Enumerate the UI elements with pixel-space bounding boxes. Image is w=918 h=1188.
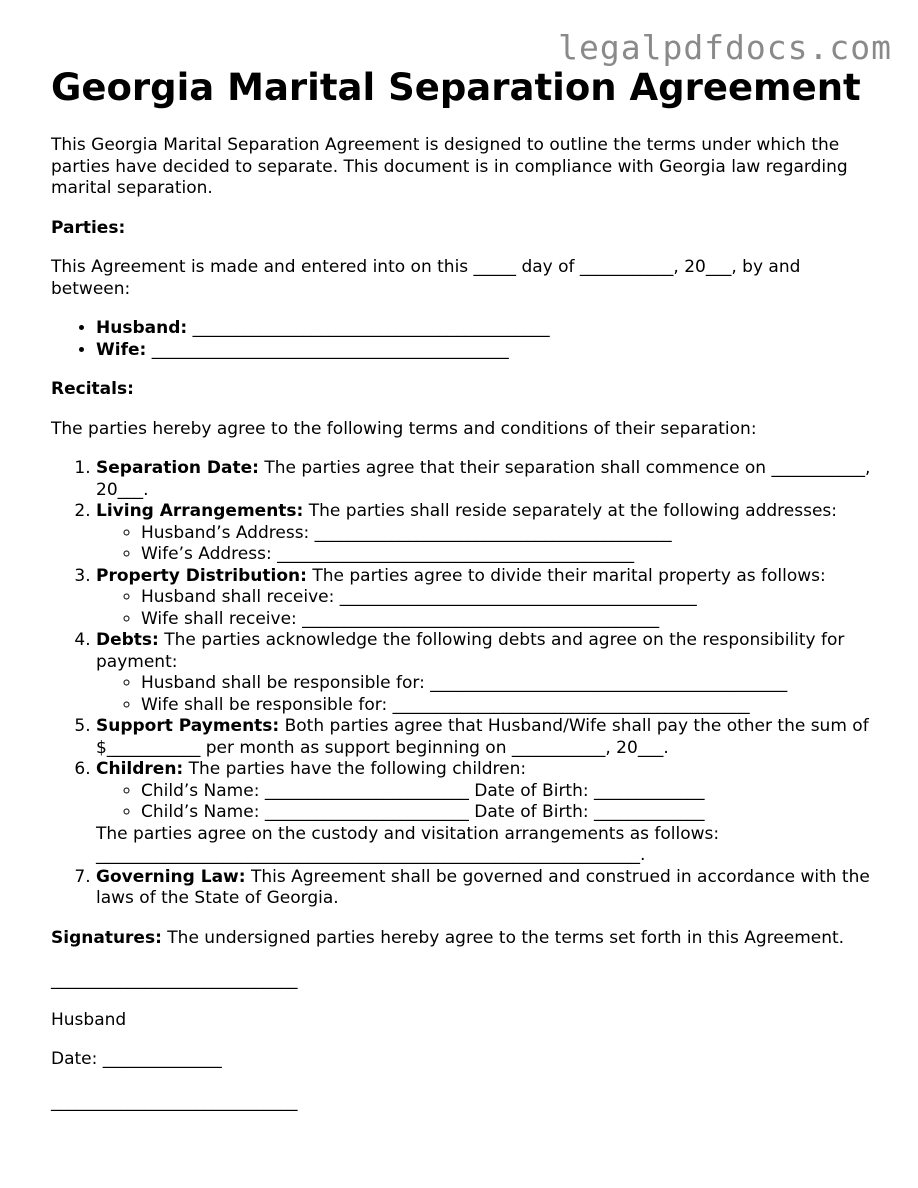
- intro-paragraph: This Georgia Marital Separation Agreement is designed to outline the terms under which the parties have decided to separate. This document is in compliance with Georgia law regarding marital separation.: [51, 135, 848, 198]
- wife-blank: __________________________________________: [146, 339, 509, 360]
- term-label: Support Payments:: [96, 716, 280, 736]
- term-governing-law: [96, 867, 881, 910]
- document-page: [51, 66, 881, 1131]
- term-label: Separation Date:: [96, 458, 259, 478]
- wife-receive-item: ◦ Wife shall receive: __________________________________________: [141, 609, 881, 631]
- husband-date-field: Date: ______________: [51, 1049, 222, 1069]
- wife-label: Wife:: [96, 339, 147, 360]
- term-debts: [96, 630, 881, 716]
- sub-list: [96, 587, 881, 630]
- term-text: The parties acknowledge the following debts and agree on the responsibility for payment:: [96, 630, 845, 672]
- husband-receive-item: ◦ Husband shall receive: __________________________________________: [141, 587, 881, 609]
- wife-item: [96, 340, 881, 362]
- watermark: legalpdfdocs.com: [558, 28, 892, 67]
- husband-signature-label: Husband: [51, 1009, 127, 1030]
- term-label: Debts:: [96, 630, 159, 650]
- sub-list: [96, 781, 881, 824]
- parties-heading: Parties:: [51, 217, 126, 238]
- terms-list: [51, 458, 881, 910]
- signatures-text: The undersigned parties hereby agree to the terms set forth in this Agreement.: [161, 927, 845, 948]
- term-text: This Agreement shall be governed and construed in accordance with the laws of the State of Georgia.: [96, 866, 870, 908]
- term-text: The parties agree to divide their marital property as follows:: [306, 565, 826, 586]
- husband-debt-item: ◦ Husband shall be responsible for: __________________________________________: [141, 673, 881, 695]
- custody-text: The parties agree on the custody and visitation arrangements as follows: ________________________________________________________________.: [96, 823, 720, 865]
- term-living-arrangements: [96, 501, 881, 566]
- term-children: [96, 759, 881, 867]
- term-property-distribution: [96, 566, 881, 631]
- term-label: Living Arrangements:: [96, 501, 304, 521]
- document-title: Georgia Marital Separation Agreement: [51, 66, 861, 109]
- wife-signature-line: _____________________________: [51, 1091, 298, 1112]
- husband-address-item: ◦ Husband’s Address: __________________________________________: [141, 523, 881, 545]
- term-label: Children:: [96, 759, 184, 779]
- wife-address-item: ◦ Wife’s Address: __________________________________________: [141, 544, 881, 566]
- husband-blank: __________________________________________: [187, 318, 550, 338]
- parties-list: [51, 318, 881, 361]
- term-label: Governing Law:: [96, 866, 246, 887]
- parties-text: This Agreement is made and entered into on this _____ day of ___________, 20___, by and between:: [51, 257, 801, 299]
- husband-signature-line: _____________________________: [51, 970, 298, 990]
- sub-list: [96, 673, 881, 716]
- term-text: The parties agree that their separation shall commence on ___________, 20___.: [96, 458, 871, 500]
- term-text: Both parties agree that Husband/Wife shall pay the other the sum of $___________ per month as support beginning on ___________, 20___.: [96, 716, 869, 758]
- child-item: ◦ Child’s Name: ________________________ Date of Birth: _____________: [141, 802, 881, 824]
- husband-label: Husband:: [96, 318, 188, 338]
- term-support-payments: [96, 716, 881, 759]
- sub-list: [96, 523, 881, 566]
- wife-debt-item: ◦ Wife shall be responsible for: __________________________________________: [141, 695, 881, 717]
- term-label: Property Distribution:: [96, 565, 307, 586]
- term-text: The parties have the following children:: [183, 759, 527, 779]
- child-item: ◦ Child’s Name: ________________________ Date of Birth: _____________: [141, 781, 881, 803]
- signatures-paragraph: [51, 928, 881, 950]
- signatures-label: Signatures:: [51, 927, 162, 948]
- husband-item: [96, 318, 881, 340]
- recitals-text: The parties hereby agree to the following terms and conditions of their separation:: [51, 418, 757, 439]
- term-separation-date: [96, 458, 881, 501]
- term-text: The parties shall reside separately at the following addresses:: [303, 501, 837, 521]
- recitals-heading: Recitals:: [51, 379, 134, 399]
